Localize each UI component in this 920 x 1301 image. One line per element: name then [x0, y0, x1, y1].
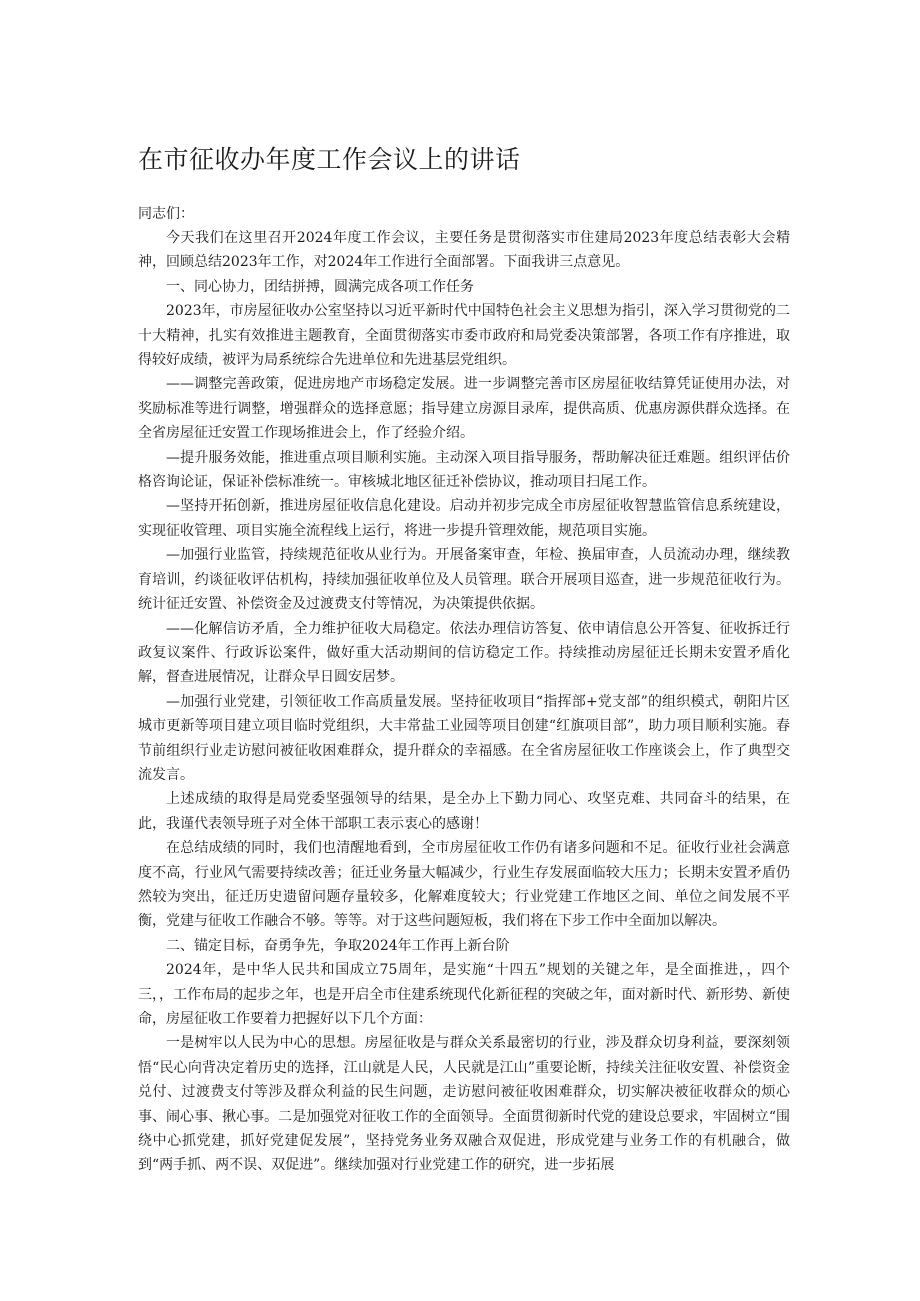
paragraph: ——调整完善政策，促进房地产市场稳定发展。进一步调整完善市区房屋征收结算凭证使用办法，对奖励标准等进行调整，增强群众的选择意愿；指导建立房源目录库，提供高质、优惠房源供群众选择。在全省房屋征迁安置工作现场推进会上，作了经验介绍。: [138, 376, 790, 442]
paragraph: 在总结成绩的同时，我们也清醒地看到，全市房屋征收工作仍有诸多问题和不足。征收行业社会满意度不高，行业风气需要持续改善；征迁业务量大幅减少，行业生存发展面临较大压力；长期未安置矛盾仍然较为突出，征迁历史遗留问题存量较多，化解难度较大；行业党建工作地区之间、单位之间发展不平衡，党建与征收工作融合不够。等等。对于这些问题短板，我们将在下步工作中全面加以解决。: [138, 840, 790, 930]
paragraph: 上述成绩的取得是局党委坚强领导的结果，是全办上下勤力同心、攻坚克难、共同奋斗的结果，在此，我谨代表领导班子对全体干部职工表示衷心的感谢！: [138, 791, 790, 832]
document-title: 在市征收办年度工作会议上的讲话: [138, 145, 521, 174]
paragraph: —加强行业监管，持续规范征收从业行为。开展备案审查，年检、换届审查，人员流动办理，继续教育培训，约谈征收评估机构，持续加强征收单位及人员管理。联合开展项目巡查，进一步规范征收行为。统计征迁安置、补偿资金及过渡费支付等情况，为决策提供依据。: [138, 547, 790, 613]
salutation: 同志们：: [138, 206, 194, 222]
paragraph: 2024年，是中华人民共和国成立75周年，是实施“十四五”规划的关键之年，是全面推进，，四个三，，工作布局的起步之年，也是开启全市住建系统现代化新征程的突破之年，面对新时代、新形势、新使命，房屋征收工作要着力把握好以下几个方面：: [138, 962, 790, 1027]
paragraph: 今天我们在这里召开2024年度工作会议，主要任务是贯彻落实市住建局2023年度总结表彰大会精神，回顾总结2023年工作，对2024年工作进行全面部署。下面我讲三点意见。: [138, 230, 790, 271]
section-heading: 二、锚定目标，奋勇争先，争取2024年工作再上新台阶: [166, 937, 510, 954]
document-page: [138, 138, 790, 1178]
paragraph: 一是树牢以人民为中心的思想。房屋征收是与群众关系最密切的行业，涉及群众切身利益，要深刻领悟“民心向背决定着历史的选择，江山就是人民，人民就是江山”重要论断，持续关注征收安置、补偿资金兑付、过渡费支付等涉及群众利益的民生问题，走访慰问被征收困难群众，切实解决被征收群众的烦心事、闹心事、揪心事。二是加强党对征收工作的全面领导。全面贯彻新时代党的建设总要求，牢固树立“围绕中心抓党建，抓好党建促发展”，坚持党务业务双融合双促进，形成党建与业务工作的有机融合，做到“两手抓、两不误、双促进”。继续加强对行业党建工作的研究，进一步拓展: [138, 1035, 790, 1174]
paragraph: —加强行业党建，引领征收工作高质量发展。坚持征收项目“指挥部+党支部”的组织模式，朝阳片区城市更新等项目建立项目临时党组织，大丰常盐工业园等项目创建“红旗项目部”，助力项目顺利实施。春节前组织行业走访慰问被征收困难群众，提升群众的幸福感。在全省房屋征收工作座谈会上，作了典型交流发言。: [138, 693, 790, 783]
paragraph: —提升服务效能，推进重点项目顺利实施。主动深入项目指导服务，帮助解决征迁难题。组织评估价格咨询论证，保证补偿标准统一。审核城北地区征迁补偿协议，推动项目扫尾工作。: [138, 449, 790, 491]
paragraph: ——化解信访矛盾，全力维护征收大局稳定。依法办理信访答复、依申请信息公开答复、征收拆迁行政复议案件、行政诉讼案件，做好重大活动期间的信访稳定工作。持续推动房屋征迁长期未安置矛盾化解，督查进展情况，让群众早日圆安居梦。: [138, 620, 790, 686]
document-body: [138, 226, 790, 1178]
section-heading: 一、同心协力，团结拼搏，圆满完成各项工作任务: [166, 278, 474, 295]
paragraph: 2023年，市房屋征收办公室坚持以习近平新时代中国特色社会主义思想为指引，深入学习贯彻党的二十大精神，扎实有效推进主题教育，全面贯彻落实市委市政府和局党委决策部署，各项工作有序推进，取得较好成绩，被评为局系统综合先进单位和先进基层党组织。: [138, 303, 790, 369]
paragraph: —坚持开拓创新，推进房屋征收信息化建设。启动并初步完成全市房屋征收智慧监管信息系统建设，实现征收管理、项目实施全流程线上运行，将进一步提升管理效能，规范项目实施。: [138, 498, 790, 539]
